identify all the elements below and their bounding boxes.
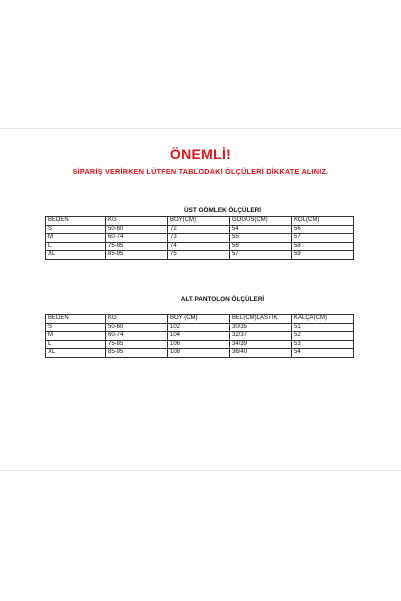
table-cell: 59 <box>292 251 354 260</box>
table-cell: 36/40 <box>230 349 292 358</box>
table-cell: 60-74 <box>106 332 168 341</box>
table-cell: 56 <box>292 225 354 234</box>
table-cell: 50-60 <box>106 323 168 332</box>
table-cell: 58 <box>292 242 354 251</box>
table-row <box>46 225 354 234</box>
notice-title: ÖNEMLİ! <box>169 146 232 162</box>
bottom-size-table <box>45 314 354 358</box>
table-header-cell: GÖĞÜS(CM) <box>230 217 292 226</box>
table-cell: 60-74 <box>106 234 168 243</box>
table-header-cell: KG <box>106 217 168 226</box>
table-cell: 74 <box>168 242 230 251</box>
table-cell: 85-95 <box>106 251 168 260</box>
table-cell: 34/39 <box>230 340 292 349</box>
table-cell: M <box>46 234 106 243</box>
table-cell: 104 <box>168 332 230 341</box>
table-cell: 57 <box>230 251 292 260</box>
table-row <box>46 332 354 341</box>
table-cell: 75 <box>168 251 230 260</box>
table-header-row <box>46 315 354 324</box>
table-cell: 54 <box>292 349 354 358</box>
table-header-cell: KOL(CM) <box>292 217 354 226</box>
table-header-cell: BEDEN <box>46 315 106 324</box>
table-cell: 73 <box>168 234 230 243</box>
table-cell: 57 <box>292 234 354 243</box>
table-cell: 102 <box>168 323 230 332</box>
top-size-table <box>45 216 354 260</box>
table-cell: S <box>46 225 106 234</box>
table-cell: M <box>46 332 106 341</box>
table-header-cell: KG <box>106 315 168 324</box>
table-cell: 32/37 <box>230 332 292 341</box>
table-cell: 53 <box>292 340 354 349</box>
table-row <box>46 340 354 349</box>
table-header-cell: BEDEN <box>46 217 106 226</box>
bottom-table-heading: ALT PANTOLON ÖLÇÜLERİ <box>180 296 265 303</box>
table-cell: XL <box>46 251 106 260</box>
table-cell: 72 <box>168 225 230 234</box>
table-row <box>46 349 354 358</box>
table-cell: L <box>46 242 106 251</box>
table-cell: 52 <box>292 332 354 341</box>
table-header-cell: BEL(CM)LASTIK <box>230 315 292 324</box>
table-header-row <box>46 217 354 226</box>
table-cell: 85-95 <box>106 349 168 358</box>
table-cell: 75-85 <box>106 340 168 349</box>
table-cell: 106 <box>168 340 230 349</box>
table-cell: 108 <box>168 349 230 358</box>
table-row <box>46 242 354 251</box>
table-cell: S <box>46 323 106 332</box>
table-cell: 56 <box>230 242 292 251</box>
table-cell: 30/35 <box>230 323 292 332</box>
table-cell: 51 <box>292 323 354 332</box>
top-table-heading: ÜST GÖMLEK ÖLÇÜLERİ <box>183 207 262 214</box>
table-cell: L <box>46 340 106 349</box>
table-cell: 55 <box>230 234 292 243</box>
table-cell: 50-60 <box>106 225 168 234</box>
table-cell: 54 <box>230 225 292 234</box>
table-header-cell: BOY (CM) <box>168 315 230 324</box>
table-cell: 75-85 <box>106 242 168 251</box>
table-row <box>46 234 354 243</box>
table-row <box>46 251 354 260</box>
table-cell: XL <box>46 349 106 358</box>
table-header-cell: KALÇA(CM) <box>292 315 354 324</box>
table-row <box>46 323 354 332</box>
notice-subtitle: SİPARİŞ VERİRKEN LÜTFEN TABLODAKİ ÖLÇÜLERİ DİKKATE ALINIZ. <box>72 167 329 176</box>
table-header-cell: BOY(CM) <box>168 217 230 226</box>
